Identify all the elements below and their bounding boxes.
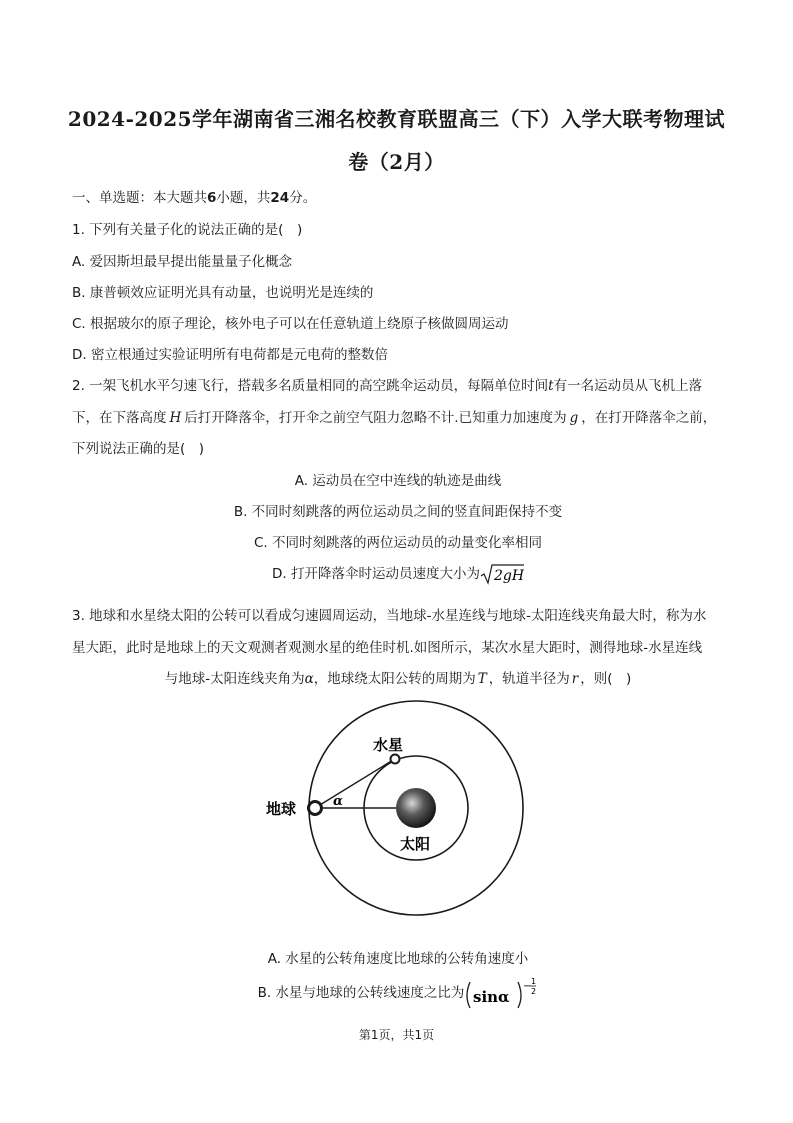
q2-stem1-b: 有一名运动员从飞机上落 [553, 378, 703, 394]
earth-icon [309, 802, 322, 815]
q3-stem3-a: 与地球-太阳连线夹角为 [164, 671, 305, 687]
q3-var-r: r [571, 671, 579, 687]
q3-stem3-c: ，轨道半径为 [488, 671, 570, 687]
section-count: 6 [207, 190, 217, 206]
q3-stem-line3 [72, 667, 724, 687]
q2-option-c: C. 不同时刻跳落的两位运动员的动量变化率相同 [253, 535, 542, 551]
q3-option-a: A. 水星的公转角速度比地球的公转角速度小 [267, 951, 529, 967]
exam-title-line1: 2024-2025学年湖南省三湘名校教育联盟高三（下）入学大联考物理试 [67, 107, 726, 131]
power-expression [464, 976, 538, 1010]
q1-option-d: D. 密立根通过实验证明所有电荷都是元电荷的整数倍 [72, 347, 388, 363]
earth-mercury-line [315, 760, 393, 808]
exponent-sign: − [523, 981, 532, 992]
q1-stem: 1. 下列有关量子化的说法正确的是( ) [72, 222, 303, 238]
sun-icon [396, 788, 436, 828]
q2-stem2-c: ，在打开降落伞之前， [581, 410, 717, 426]
section-mid: 小题，共 [216, 190, 271, 206]
q2-option-d-text: D. 打开降落伞时运动员速度大小为 [272, 566, 480, 582]
q1-option-c: C. 根据玻尔的原子理论，核外电子可以在任意轨道上绕原子核做圆周运动 [72, 316, 509, 332]
q3-var-alpha: α [304, 671, 314, 687]
q2-var-g: g [569, 410, 579, 426]
q1-option-a: A. 爱因斯坦最早提出能量量子化概念 [72, 254, 293, 270]
exponent-numerator: 1 [531, 977, 537, 986]
q2-stem-line1 [72, 374, 702, 394]
q3-option-b-text: B. 水星与地球的公转线速度之比为 [257, 985, 465, 1001]
q2-var-h: H [169, 410, 182, 426]
sun-label: 太阳 [400, 835, 431, 853]
q2-var-t: t [548, 378, 554, 394]
section-heading [72, 186, 316, 206]
q2-option-b: B. 不同时刻跳落的两位运动员之间的竖直间距保持不变 [233, 504, 563, 520]
section-score: 24 [270, 190, 290, 206]
sqrt-symbol-icon [480, 563, 524, 585]
q1-option-b: B. 康普顿效应证明光具有动量，也说明光是连续的 [72, 285, 374, 301]
q3-var-t: T [477, 671, 487, 687]
q2-stem-line3: 下列说法正确的是( ) [72, 441, 205, 457]
mercury-icon [391, 755, 400, 764]
q3-stem3-d: ，则( ) [580, 671, 632, 687]
q2-stem1-a: 2. 一架飞机水平匀速飞行，搭载多名质量相同的高空跳伞运动员，每隔单位时间 [72, 378, 549, 394]
mercury-label: 水星 [373, 736, 404, 754]
q3-stem-line2: 星大距，此时是地球上的天文观测者观测水星的绝佳时机.如图所示，某次水星大距时，测得地球-水星连线 [72, 640, 703, 656]
q3-option-b [72, 976, 724, 1010]
q2-stem2-b: 后打开降落伞，打开伞之前空气阻力忽略不计.已知重力加速度为 [184, 410, 567, 426]
q2-option-a: A. 运动员在空中连线的轨迹是曲线 [294, 473, 502, 489]
q3-option-b-expr: sinα [473, 988, 511, 1006]
page-footer: 第1页，共1页 [358, 1028, 435, 1042]
earth-label: 地球 [266, 800, 297, 818]
orbit-diagram [250, 698, 550, 928]
exam-title-line2: 卷（2月） [348, 150, 445, 174]
q2-stem2-a: 下，在下落高度 [72, 410, 167, 426]
q2-option-d-expr: 2gH [493, 568, 524, 584]
q3-stem-line1: 3. 地球和水星绕太阳的公转可以看成匀速圆周运动，当地球-水星连线与地球-太阳连线夹角最大时，称为水 [72, 608, 707, 624]
section-suffix: 分。 [289, 190, 317, 206]
q3-stem3-b: ，地球绕太阳公转的周期为 [313, 671, 476, 687]
q2-option-d [72, 562, 724, 585]
q2-stem-line2 [72, 406, 716, 426]
section-prefix: 一、单选题：本大题共 [72, 190, 207, 206]
angle-label: α [333, 794, 344, 809]
exponent-denominator: 2 [531, 987, 537, 996]
